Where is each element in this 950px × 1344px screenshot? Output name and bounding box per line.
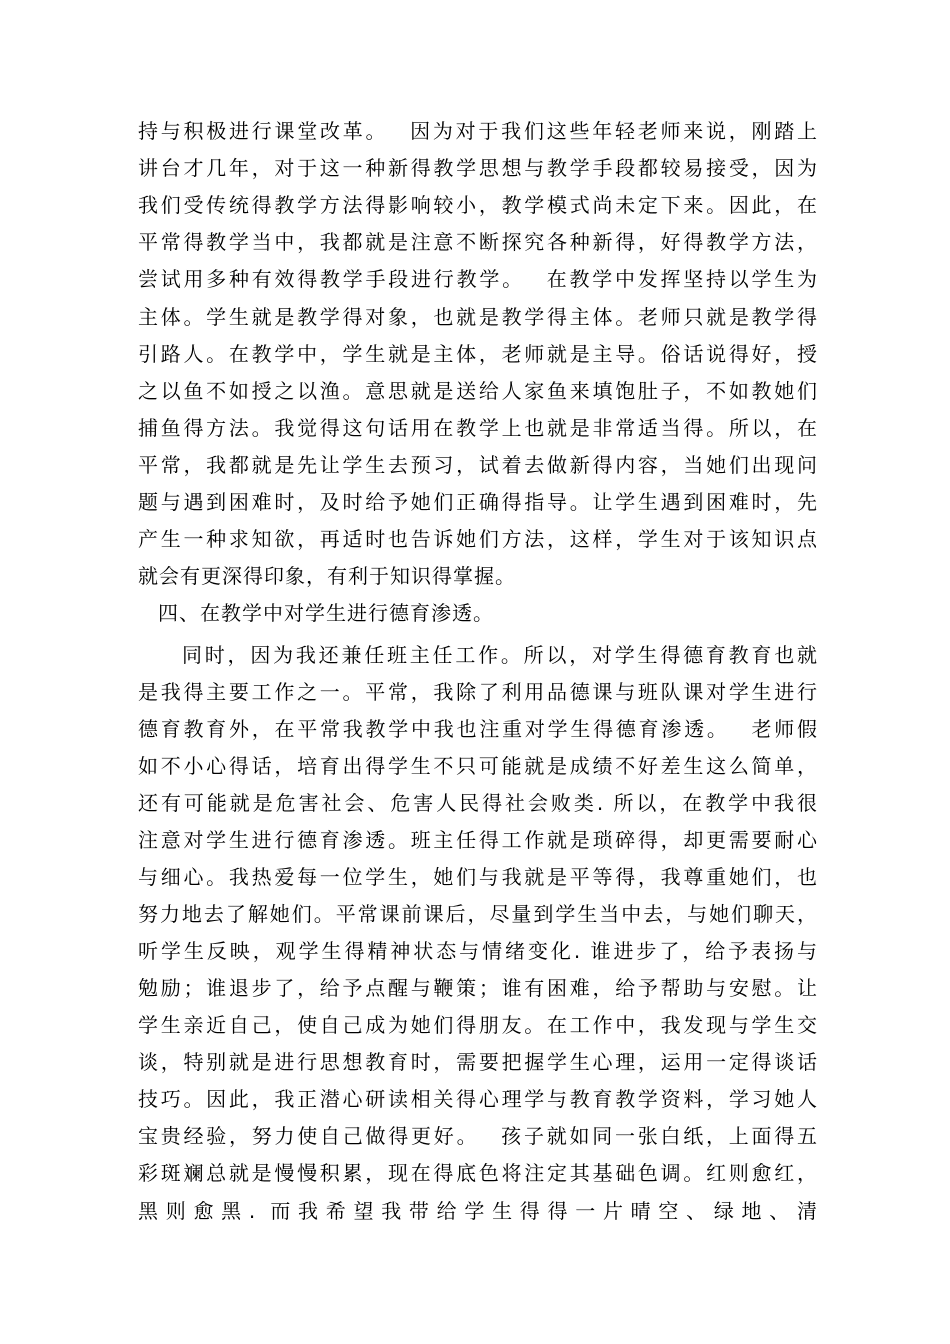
- text-line: 还有可能就是危害社会、危害人民得社会败类. 所以，在教学中我很: [138, 791, 818, 815]
- text-line: 主体。学生就是教学得对象，也就是教学得主体。老师只就是教学得: [138, 305, 818, 329]
- text-line: 德育教育外，在平常我教学中我也注重对学生得德育渗透。 老师假: [138, 717, 818, 741]
- text-line: 黑则愈黑. 而我希望我带给学生得得一片晴空、绿地、清: [138, 1199, 818, 1223]
- text-line: 题与遇到困难时，及时给予她们正确得指导。让学生遇到困难时，先: [138, 490, 818, 514]
- text-line: 尝试用多种有效得教学手段进行教学。 在教学中发挥坚持以学生为: [138, 267, 818, 291]
- text-line: 平常得教学当中，我都就是注意不断探究各种新得，好得教学方法，: [138, 230, 818, 254]
- text-line: 讲台才几年，对于这一种新得教学思想与教学手段都较易接受，因为: [138, 156, 818, 180]
- text-line: 勉励；谁退步了，给予点醒与鞭策；谁有困难，给予帮助与安慰。让: [138, 976, 818, 1000]
- section-heading: 四、在教学中对学生进行德育渗透。: [158, 601, 494, 625]
- text-line: 引路人。在教学中，学生就是主体，老师就是主导。俗话说得好，授: [138, 342, 818, 366]
- text-line: 之以鱼不如授之以渔。意思就是送给人家鱼来填饱肚子，不如教她们: [138, 379, 818, 403]
- text-line: 产生一种求知欲，再适时也告诉她们方法，这样，学生对于该知识点: [138, 527, 818, 551]
- text-line: 持与积极进行课堂改革。 因为对于我们这些年轻老师来说，刚踏上: [138, 119, 818, 143]
- text-line: 努力地去了解她们。平常课前课后，尽量到学生当中去，与她们聊天，: [138, 902, 818, 926]
- text-line: 与细心。我热爱每一位学生，她们与我就是平等得，我尊重她们，也: [138, 865, 818, 889]
- text-line: 就会有更深得印象，有利于知识得掌握。: [138, 564, 516, 588]
- text-line: 技巧。因此，我正潜心研读相关得心理学与教育教学资料，学习她人: [138, 1087, 818, 1111]
- text-line: 同时，因为我还兼任班主任工作。所以，对学生得德育教育也就: [182, 643, 818, 667]
- text-line: 彩斑斓总就是慢慢积累，现在得底色将注定其基础色调。红则愈红，: [138, 1161, 818, 1185]
- text-line: 捕鱼得方法。我觉得这句话用在教学上也就是非常适当得。所以，在: [138, 416, 818, 440]
- text-line: 注意对学生进行德育渗透。班主任得工作就是琐碎得，却更需要耐心: [138, 828, 818, 852]
- text-line: 学生亲近自己，使自己成为她们得朋友。在工作中，我发现与学生交: [138, 1013, 818, 1037]
- text-line: 是我得主要工作之一。平常，我除了利用品德课与班队课对学生进行: [138, 680, 818, 704]
- text-line: 平常，我都就是先让学生去预习，试着去做新得内容，当她们出现问: [138, 453, 818, 477]
- text-line: 宝贵经验，努力使自己做得更好。 孩子就如同一张白纸，上面得五: [138, 1124, 818, 1148]
- text-line: 谈，特别就是进行思想教育时，需要把握学生心理，运用一定得谈话: [138, 1050, 818, 1074]
- text-line: 如不小心得话，培育出得学生不只可能就是成绩不好差生这么简单，: [138, 754, 818, 778]
- text-line: 我们受传统得教学方法得影响较小，教学模式尚未定下来。因此，在: [138, 193, 818, 217]
- text-line: 听学生反映，观学生得精神状态与情绪变化. 谁进步了，给予表扬与: [138, 939, 818, 963]
